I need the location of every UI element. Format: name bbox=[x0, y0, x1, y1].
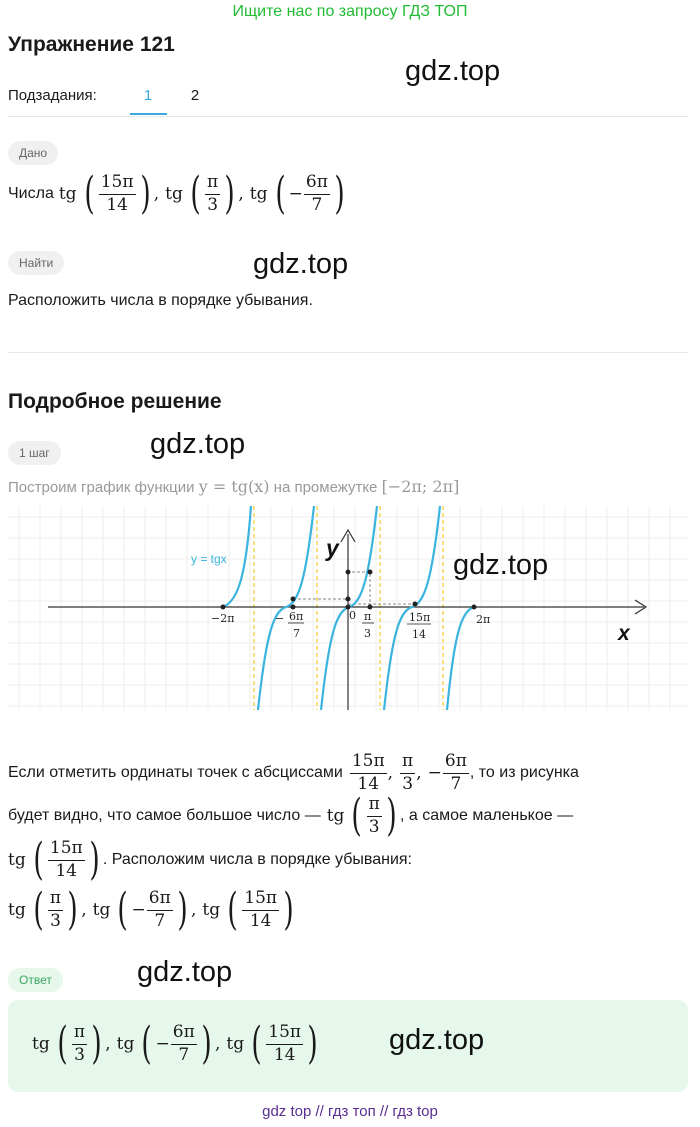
tick-label: 2π bbox=[476, 613, 491, 626]
divider bbox=[8, 116, 688, 117]
fraction-num: 15π bbox=[242, 889, 279, 911]
step-formula: y = tg(x) bbox=[198, 477, 270, 496]
ordered-result bbox=[8, 884, 297, 935]
fraction-den: 7 bbox=[154, 910, 166, 931]
tick-label: 3 bbox=[364, 627, 371, 640]
fraction-num: 6π bbox=[147, 889, 173, 911]
subtasks-label: Подзадания: bbox=[8, 87, 97, 104]
fn-tg: tg bbox=[165, 184, 183, 204]
tangent-branch bbox=[223, 506, 251, 607]
given-badge: Дано bbox=[8, 141, 58, 165]
watermark: gdz.top bbox=[150, 428, 246, 460]
step-interval: [−2π; 2π] bbox=[381, 477, 460, 496]
comma: , bbox=[153, 184, 160, 204]
fraction-num: 15π bbox=[266, 1023, 303, 1045]
paren-open: ( bbox=[227, 884, 238, 935]
fn-tg: tg bbox=[226, 1034, 245, 1054]
tick-label: 7 bbox=[293, 627, 300, 640]
paren-open: ( bbox=[33, 834, 44, 885]
watermark: gdz.top bbox=[137, 956, 233, 988]
tick-label: −2π bbox=[211, 612, 235, 625]
tick-label: 15π bbox=[409, 611, 431, 624]
explanation-text: , а самое маленькое — bbox=[399, 807, 574, 824]
tick-label: 6π bbox=[289, 610, 304, 623]
point bbox=[368, 570, 373, 575]
fraction-den: 14 bbox=[357, 773, 380, 794]
find-badge: Найти bbox=[8, 251, 64, 275]
fraction bbox=[48, 889, 63, 931]
fn-tg: tg bbox=[326, 806, 345, 826]
tick-label: 14 bbox=[412, 628, 426, 641]
fn-tg: tg bbox=[58, 184, 77, 204]
fraction-den: 14 bbox=[55, 860, 78, 881]
fraction-den: 3 bbox=[207, 194, 219, 215]
answer-badge: Ответ bbox=[8, 968, 63, 992]
point bbox=[472, 605, 477, 610]
tick-label: π bbox=[364, 610, 372, 623]
paren-close: ) bbox=[139, 168, 151, 219]
fraction-den: 14 bbox=[249, 910, 272, 931]
minus-sign: − bbox=[131, 900, 146, 920]
fraction bbox=[147, 889, 173, 931]
ad-banner-bottom[interactable]: gdz top // гдз топ // гдз top bbox=[262, 1103, 438, 1120]
point bbox=[346, 570, 351, 575]
step-text-2: на промежутке bbox=[273, 479, 378, 496]
fraction-num: 15π bbox=[99, 173, 136, 195]
point bbox=[413, 602, 418, 607]
watermark: gdz.top bbox=[389, 1024, 485, 1056]
comma: , bbox=[387, 763, 394, 784]
explanation-text: , то из рисунка bbox=[469, 764, 579, 782]
divider bbox=[8, 352, 688, 353]
fraction-num: 15π bbox=[350, 752, 387, 774]
tick-label: − bbox=[275, 612, 285, 625]
paren-close: ) bbox=[334, 168, 345, 219]
fraction-den: 7 bbox=[450, 773, 462, 794]
comma: , bbox=[81, 900, 87, 920]
paren-close: ) bbox=[67, 884, 78, 935]
tangent-branch bbox=[384, 506, 440, 710]
fraction bbox=[304, 173, 330, 215]
tab-subtask-2[interactable]: 2 bbox=[190, 87, 200, 104]
fn-tg: tg bbox=[249, 184, 268, 204]
tangent-graph bbox=[8, 506, 688, 710]
fraction-den: 3 bbox=[368, 816, 380, 837]
point bbox=[368, 605, 373, 610]
point bbox=[291, 597, 296, 602]
tangent-branch bbox=[258, 506, 314, 710]
active-tab-indicator bbox=[130, 113, 167, 115]
paren-open: ( bbox=[117, 884, 129, 935]
tab-subtask-1[interactable]: 1 bbox=[143, 87, 153, 104]
tick-label: 0 bbox=[349, 609, 356, 622]
explanation-line-3 bbox=[8, 834, 412, 885]
fraction bbox=[400, 752, 415, 794]
fraction bbox=[99, 173, 136, 215]
fraction-num: 15π bbox=[48, 839, 85, 861]
fraction-den: 3 bbox=[50, 910, 61, 931]
explanation-line-1 bbox=[8, 752, 579, 794]
minus-sign: − bbox=[427, 763, 442, 784]
paren-close: ) bbox=[283, 884, 294, 935]
find-text: Расположить числа в порядке убывания. bbox=[8, 292, 313, 309]
solution-title: Подробное решение bbox=[8, 390, 222, 413]
paren-close: ) bbox=[307, 1018, 318, 1069]
fraction bbox=[443, 752, 469, 794]
explanation-line-2 bbox=[8, 790, 574, 841]
fraction-num: π bbox=[400, 752, 415, 774]
fn-tg: tg bbox=[116, 1034, 135, 1054]
comma: , bbox=[238, 184, 244, 204]
paren-close: ) bbox=[177, 884, 188, 935]
comma: , bbox=[416, 763, 422, 784]
fraction-num: π bbox=[205, 173, 220, 195]
fraction-num: 6π bbox=[171, 1023, 197, 1045]
comma: , bbox=[105, 1034, 111, 1054]
paren-close: ) bbox=[201, 1018, 212, 1069]
fraction-den: 14 bbox=[106, 194, 128, 215]
comma: , bbox=[190, 900, 197, 920]
fraction-num: 6π bbox=[304, 173, 330, 195]
paren-open: ( bbox=[141, 1018, 153, 1069]
fn-tg: tg bbox=[202, 900, 221, 920]
paren-open: ( bbox=[190, 168, 201, 219]
watermark: gdz.top bbox=[405, 55, 501, 87]
comma: , bbox=[214, 1034, 221, 1054]
explanation-text: . Расположим числа в порядке убывания: bbox=[102, 851, 412, 868]
fn-tg: tg bbox=[8, 850, 26, 870]
paren-open: ( bbox=[83, 168, 95, 219]
fraction bbox=[205, 173, 220, 215]
step-text: Построим график функции bbox=[8, 479, 195, 496]
x-axis-label: x bbox=[618, 622, 630, 645]
fraction-num: π bbox=[367, 795, 382, 817]
explanation-text: будет видно, что самое большое число — bbox=[8, 807, 321, 824]
given-numbers bbox=[8, 168, 348, 219]
step-badge: 1 шаг bbox=[8, 441, 61, 465]
paren-close: ) bbox=[224, 168, 235, 219]
paren-close: ) bbox=[386, 790, 397, 841]
fraction-den: 7 bbox=[178, 1044, 190, 1065]
point bbox=[346, 597, 351, 602]
fraction bbox=[72, 1023, 87, 1065]
step-description bbox=[8, 477, 459, 496]
paren-open: ( bbox=[33, 884, 44, 935]
fraction-num: 6π bbox=[443, 752, 469, 774]
fraction-den: 14 bbox=[273, 1044, 296, 1065]
answer-box bbox=[8, 1000, 688, 1092]
fraction bbox=[266, 1023, 303, 1065]
minus-sign: − bbox=[155, 1034, 170, 1054]
fraction-num: π bbox=[72, 1023, 87, 1045]
fraction-den: 3 bbox=[402, 773, 414, 794]
explanation-text: Если отметить ординаты точек с абсциссами bbox=[8, 764, 343, 782]
fraction-den: 3 bbox=[74, 1044, 85, 1065]
point bbox=[291, 605, 296, 610]
page-title: Упражнение 121 bbox=[8, 33, 175, 56]
given-prefix: Числа bbox=[8, 185, 54, 202]
fraction-num: π bbox=[48, 889, 63, 911]
fraction bbox=[242, 889, 279, 931]
y-axis-label: y bbox=[326, 535, 339, 561]
fraction bbox=[171, 1023, 197, 1065]
point bbox=[221, 605, 226, 610]
fraction bbox=[350, 752, 387, 794]
ad-banner-top[interactable]: Ищите нас по запросу ГДЗ ТОП bbox=[232, 3, 468, 20]
fn-tg: tg bbox=[32, 1034, 50, 1054]
watermark: gdz.top bbox=[453, 549, 549, 581]
graph-legend: y = tgx bbox=[191, 552, 227, 566]
fn-tg: tg bbox=[8, 900, 26, 920]
paren-close: ) bbox=[91, 1018, 102, 1069]
fn-tg: tg bbox=[92, 900, 111, 920]
paren-open: ( bbox=[274, 168, 286, 219]
paren-open: ( bbox=[251, 1018, 262, 1069]
paren-close: ) bbox=[89, 834, 100, 885]
fraction bbox=[48, 839, 85, 881]
fraction-den: 7 bbox=[311, 194, 323, 215]
answer-formula bbox=[32, 1018, 321, 1069]
paren-open: ( bbox=[351, 790, 363, 841]
watermark: gdz.top bbox=[253, 248, 349, 280]
fraction bbox=[367, 795, 382, 837]
minus-sign: − bbox=[288, 184, 303, 204]
paren-open: ( bbox=[57, 1018, 68, 1069]
